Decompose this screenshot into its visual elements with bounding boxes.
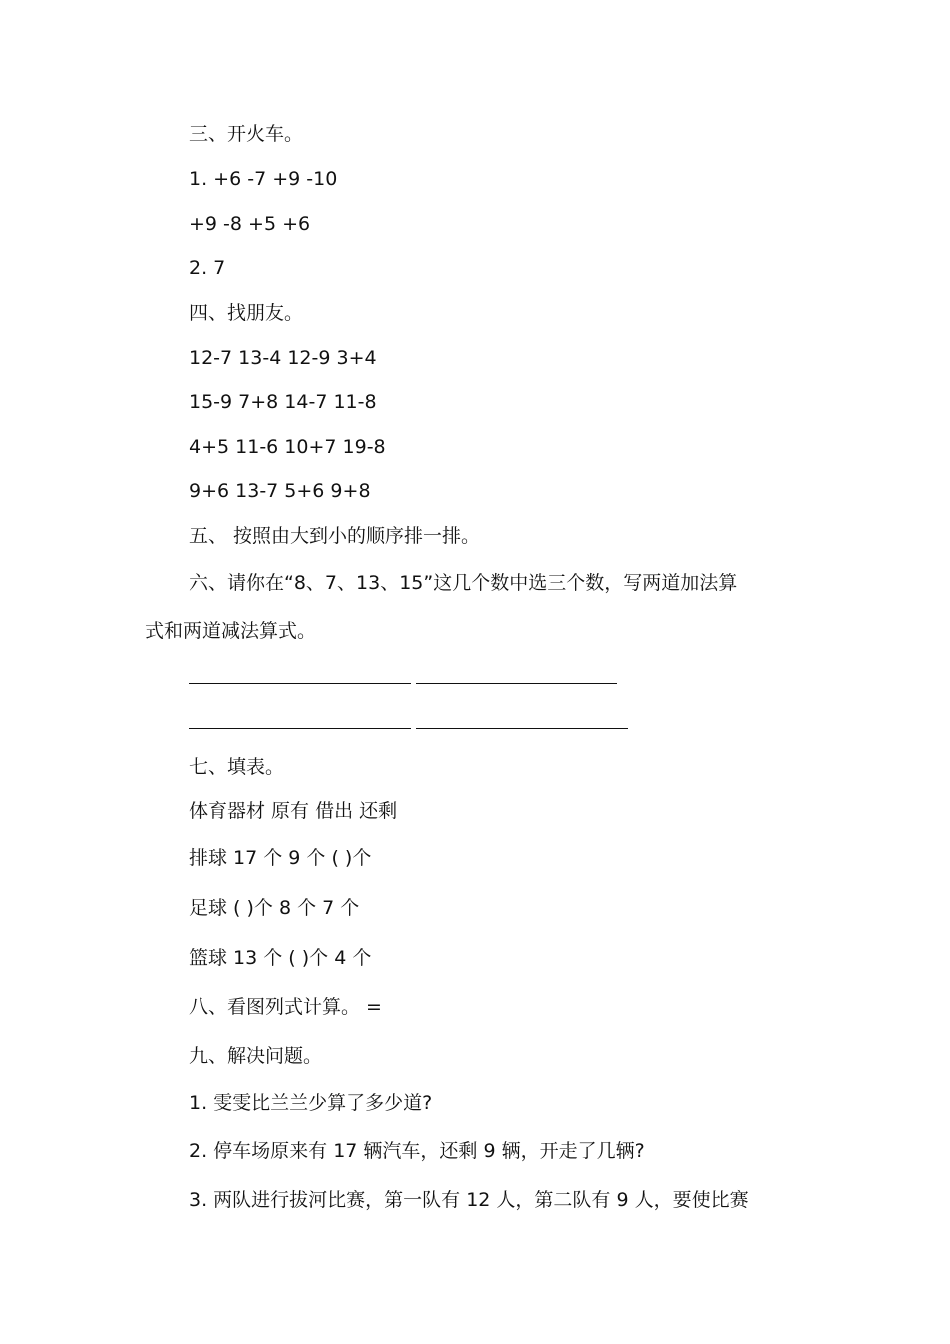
- section-6-line-1: 六、请你在“8、7、13、15”这几个数中选三个数，写两道加法算: [189, 572, 738, 594]
- friends-row-3: 4+5 11-6 10+7 19-8: [189, 436, 386, 458]
- section-5-heading: 五、 按照由大到小的顺序排一排。: [189, 525, 481, 547]
- section-3-heading: 三、开火车。: [189, 123, 304, 145]
- train-row-3: 2. 7: [189, 257, 226, 279]
- friends-row-1: 12-7 13-4 12-9 3+4: [189, 347, 377, 369]
- section-6-line-2: 式和两道减法算式。: [145, 620, 317, 642]
- section-4-heading: 四、找朋友。: [189, 302, 304, 324]
- answer-blank[interactable]: [189, 683, 411, 684]
- friends-row-4: 9+6 13-7 5+6 9+8: [189, 480, 371, 502]
- table-row-football: 足球 ( )个 8 个 7 个: [189, 897, 360, 919]
- section-6-paragraph: [145, 559, 815, 655]
- problem-3: 3. 两队进行拔河比赛，第一队有 12 人，第二队有 9 人，要使比赛: [189, 1189, 749, 1211]
- table-row-basketball: 篮球 13 个 ( )个 4 个: [189, 947, 372, 969]
- train-row-2: +9 -8 +5 +6: [189, 213, 311, 235]
- answer-blank[interactable]: [416, 728, 628, 729]
- problem-1: 1. 雯雯比兰兰少算了多少道?: [189, 1092, 433, 1114]
- answer-blank[interactable]: [189, 728, 411, 729]
- section-8-heading: 八、看图列式计算。 =: [189, 996, 382, 1018]
- train-row-1: 1. +6 -7 +9 -10: [189, 168, 338, 190]
- answer-blank[interactable]: [416, 683, 617, 684]
- table-header-row: 体育器材 原有 借出 还剩: [189, 800, 398, 822]
- section-7-heading: 七、填表。: [189, 756, 285, 778]
- problem-2: 2. 停车场原来有 17 辆汽车，还剩 9 辆，开走了几辆?: [189, 1140, 645, 1162]
- table-row-volleyball: 排球 17 个 9 个 ( )个: [189, 847, 372, 869]
- friends-row-2: 15-9 7+8 14-7 11-8: [189, 391, 377, 413]
- section-9-heading: 九、解决问题。: [189, 1045, 323, 1067]
